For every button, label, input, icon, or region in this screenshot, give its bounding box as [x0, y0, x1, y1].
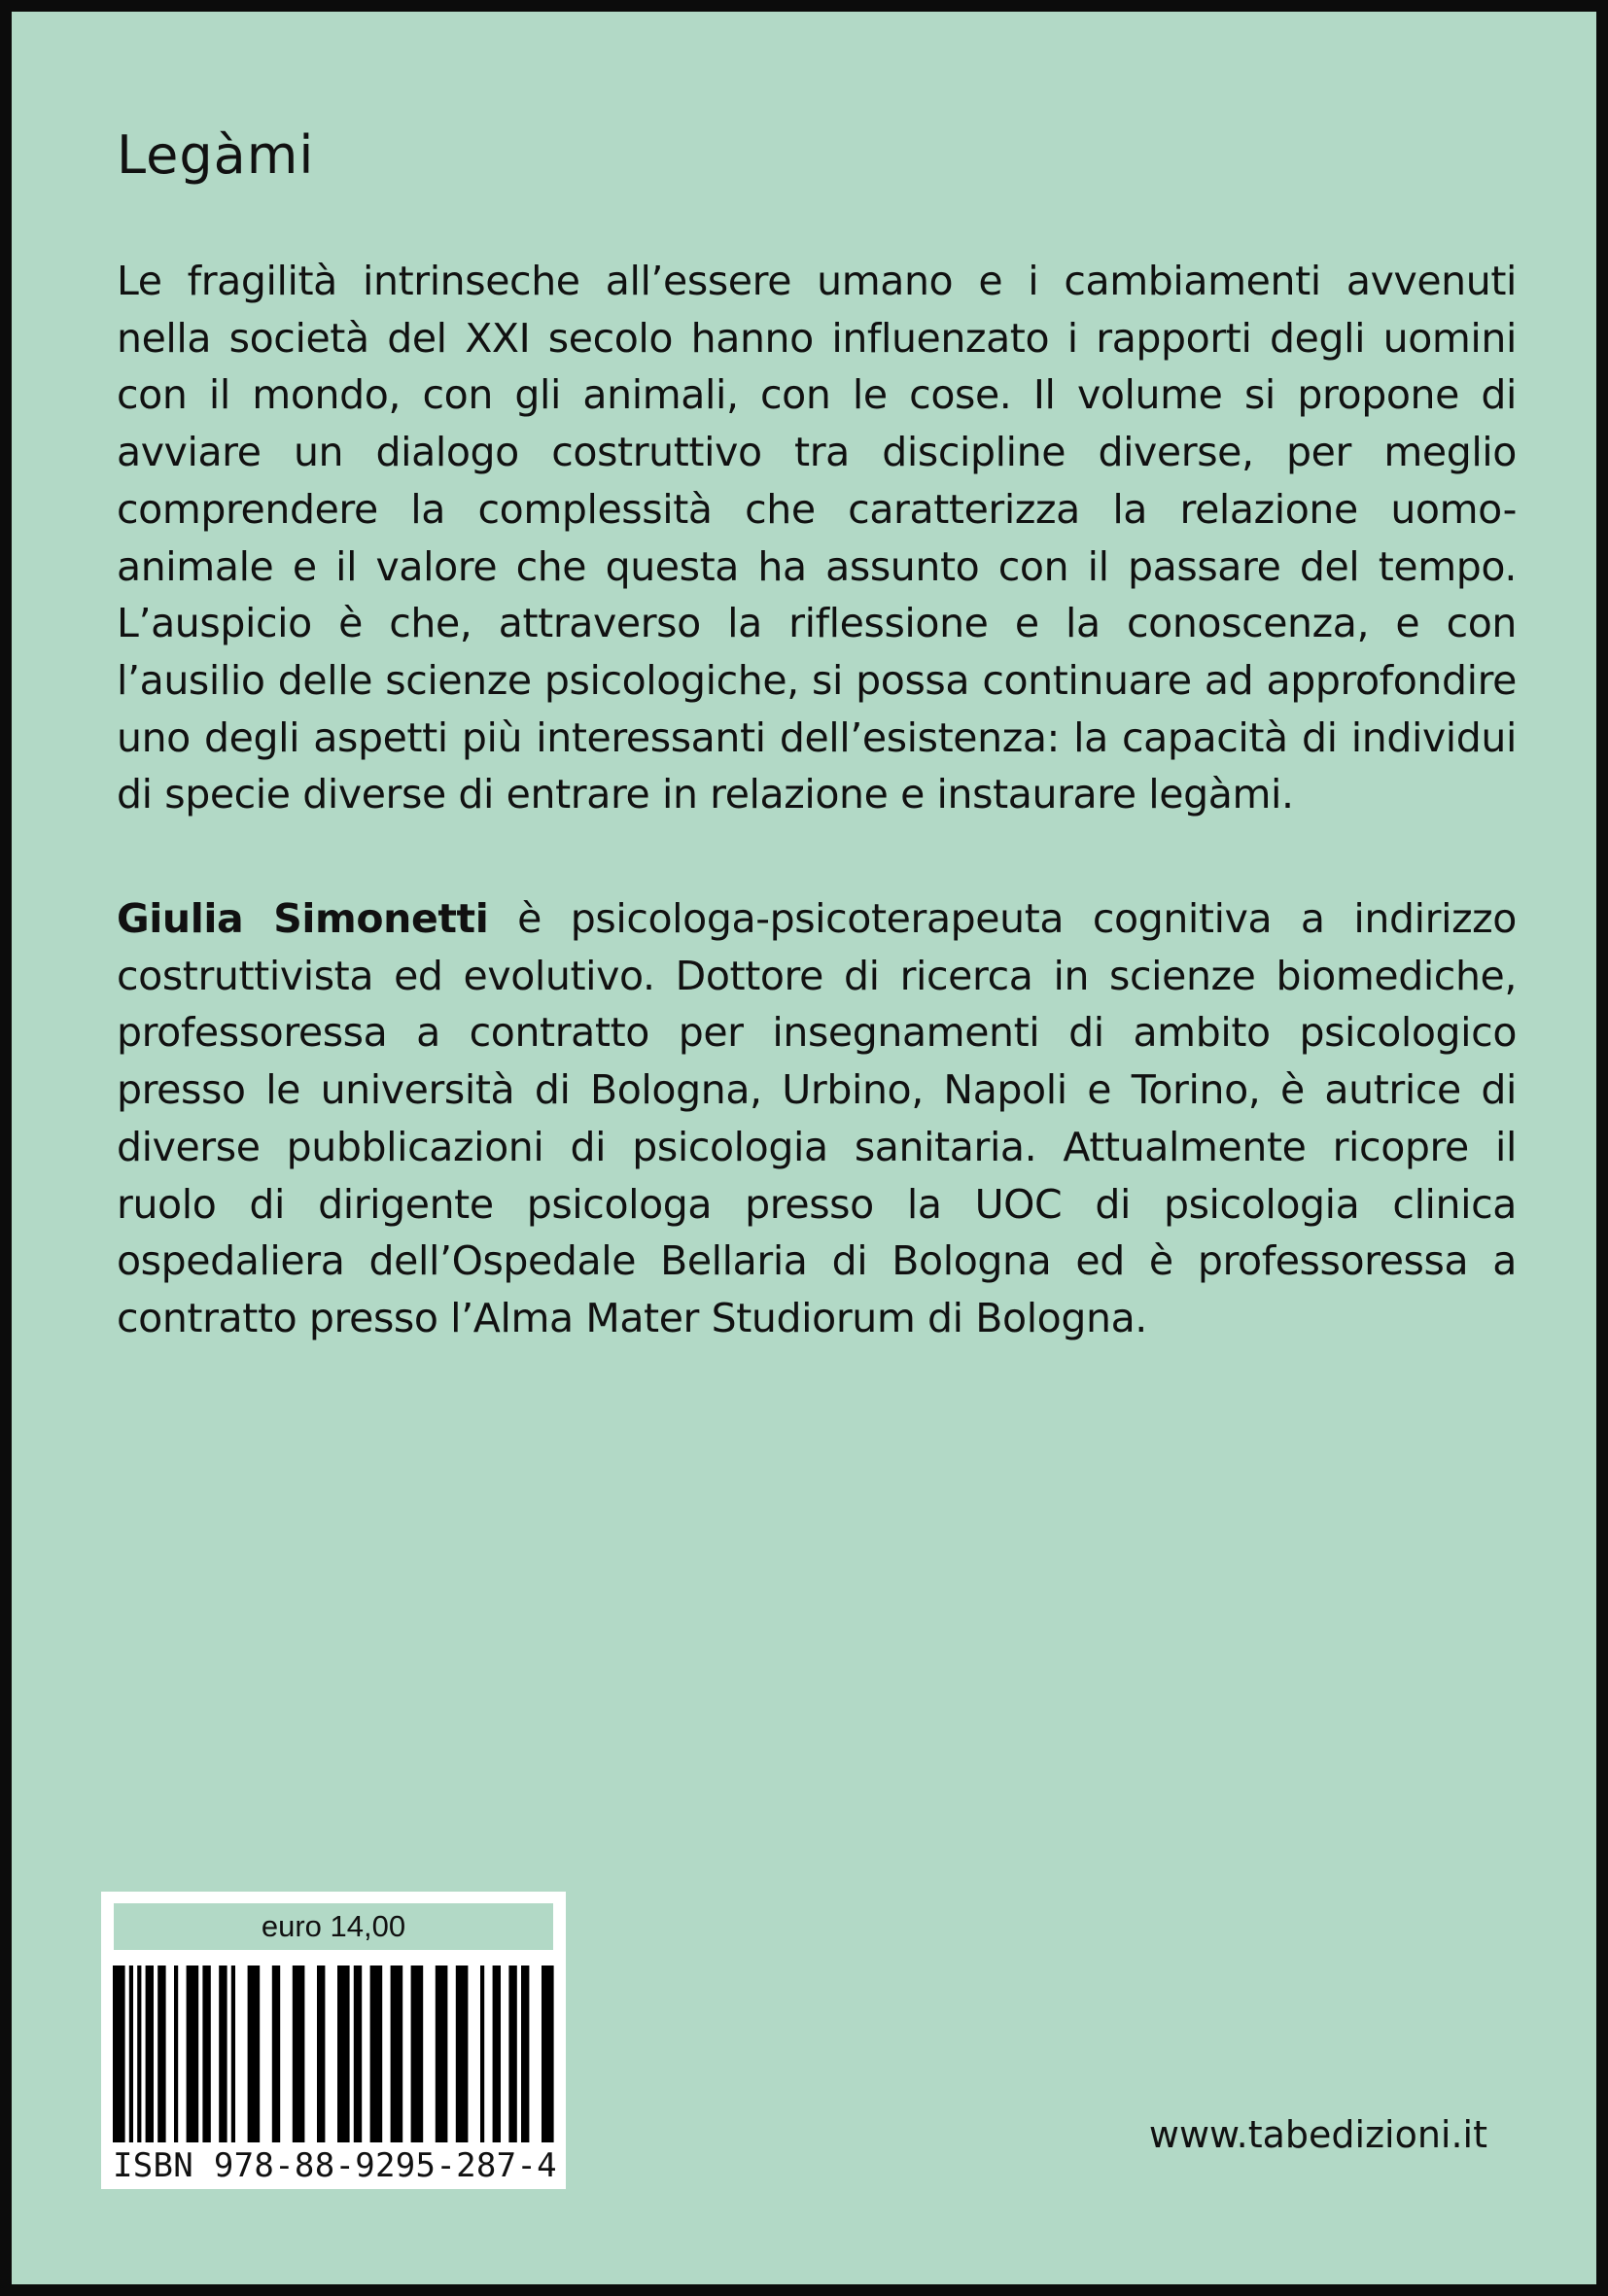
- barcode-bar: [187, 1966, 199, 2142]
- barcode-image: [113, 1966, 554, 2142]
- barcode-bar: [174, 1966, 178, 2142]
- barcode-bar: [456, 1966, 469, 2142]
- price-label: euro 14,00: [114, 1903, 553, 1950]
- barcode-bar: [436, 1966, 448, 2142]
- barcode-bar: [508, 1966, 516, 2142]
- barcode-bar: [293, 1966, 305, 2142]
- publisher-website: www.tabedizioni.it: [1148, 2113, 1487, 2156]
- isbn-number: ISBN 978-88-9295-287-4: [113, 2146, 557, 2185]
- barcode-bar: [219, 1966, 227, 2142]
- barcode-bar: [113, 1966, 125, 2142]
- barcode-bar: [480, 1966, 484, 2142]
- barcode-bar: [354, 1966, 362, 2142]
- barcode-bar: [411, 1966, 424, 2142]
- barcode-bar: [317, 1966, 325, 2142]
- barcode-bar: [370, 1966, 383, 2142]
- barcode-bar: [493, 1966, 501, 2142]
- barcode-bar: [129, 1966, 133, 2142]
- author-biography: [117, 890, 1517, 1347]
- barcode-box: [101, 1892, 566, 2189]
- book-title: Legàmi: [117, 124, 315, 186]
- barcode-bar: [231, 1966, 235, 2142]
- author-bio-text: è psicologa-psicoterapeuta cognitiva a indirizzo costruttivista ed evolutivo. Dottore di ricerca in scienze biomediche, professoressa a contratto per insegnamenti di ambito psicologico presso le università di Bologna, Urbino, Napoli e Torino, è autrice di diverse pubblicazioni di psicologia sanitaria. Attualmente ricopre il ruolo di dirigente psicologa presso la UOC di psicologia clinica ospedaliera dell’Ospedale Bellaria di Bologna ed è professoressa a contratto presso l’Alma Mater Studiorum di Bologna.: [117, 895, 1517, 1341]
- book-description: Le fragilità intrinseche all’essere umano e i cambiamenti avvenuti nella società del XXI secolo hanno influenzato i rapporti degli uomini con il mondo, con gli animali, con le cose. Il volume si propone di avviare un dialogo costruttivo tra discipline diverse, per meglio comprendere la complessità che caratterizza la relazione uomo-animale e il valore che questa ha assunto con il passare del tempo. L’auspicio è che, attraverso la riflessione e la conoscenza, e con l’ausilio delle scienze psicologiche, si possa continuare ad approfondire uno degli aspetti più interessanti dell’esistenza: la capacità di individui di specie diverse di entrare in relazione e instaurare legàmi.: [117, 258, 1517, 818]
- barcode-bar: [137, 1966, 141, 2142]
- barcode-bar: [202, 1966, 210, 2142]
- barcode-bar: [521, 1966, 529, 2142]
- barcode-bar: [248, 1966, 261, 2142]
- back-cover: [12, 12, 1596, 2284]
- barcode-bar: [157, 1966, 165, 2142]
- barcode-bar: [337, 1966, 350, 2142]
- barcode-bar: [542, 1966, 554, 2142]
- barcode-bar: [272, 1966, 280, 2142]
- barcode-bar: [391, 1966, 403, 2142]
- barcode-bar: [146, 1966, 154, 2142]
- author-name: Giulia Simonetti: [117, 895, 489, 942]
